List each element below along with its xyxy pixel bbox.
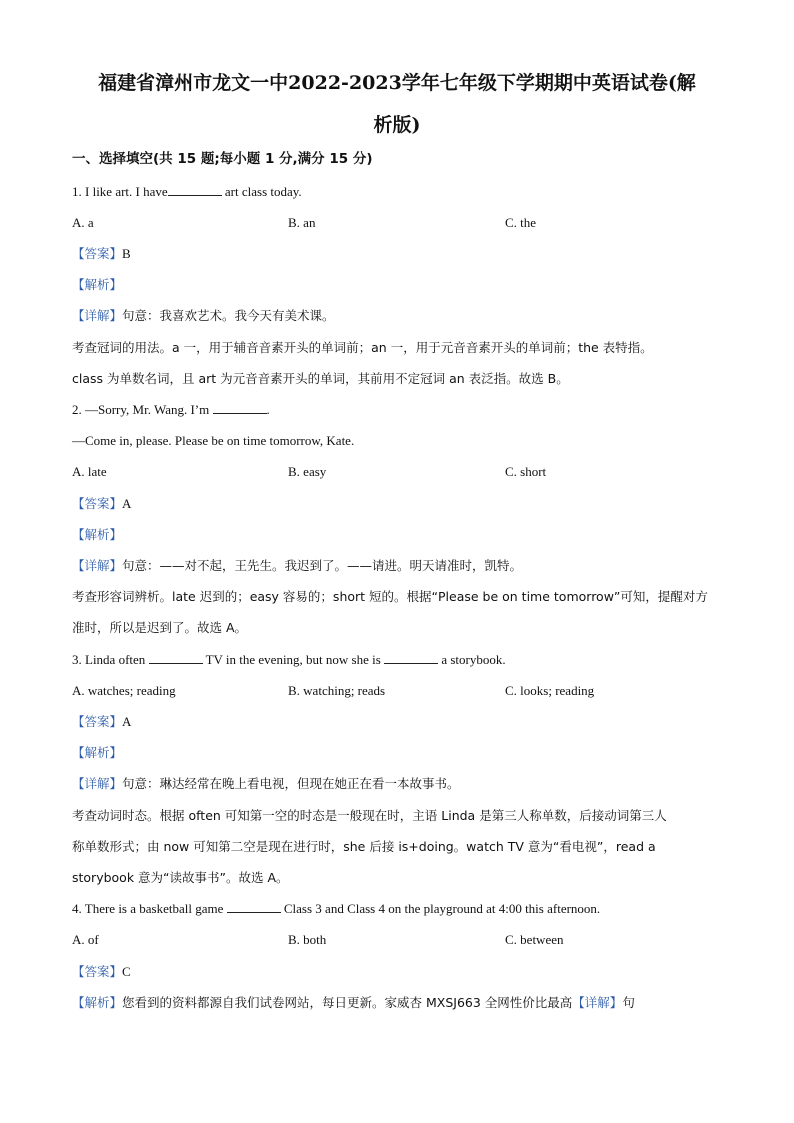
question-2-reply: —Come in, please. Please be on time tomorrow, Kate. (72, 433, 355, 448)
question-3-stem-end: a storybook. (441, 652, 506, 667)
question-3-option-b: B. watching; reads (288, 683, 386, 698)
answer-label: 【答案】 (72, 246, 123, 261)
question-4-option-b: B. both (288, 932, 327, 947)
question-3-explanation-3: storybook 意为“读故事书”。故选 A。 (72, 870, 289, 885)
question-3-option-a: A. watches; reading (72, 683, 176, 698)
question-4-analysis (72, 994, 635, 1012)
answer-value: A (122, 496, 132, 511)
detail-text: 句意：我喜欢艺术。我今天有美术课。 (122, 308, 335, 323)
question-3-option-c: C. looks; reading (505, 683, 595, 698)
answer-label: 【答案】 (72, 714, 123, 729)
answer-label: 【答案】 (72, 496, 123, 511)
question-2-blank (213, 401, 267, 414)
question-3-stem-middle: TV in the evening, but now she is (205, 652, 381, 667)
question-2-explanation-2: 准时，所以是迟到了。故选 A。 (72, 620, 248, 635)
question-4-answer (72, 963, 131, 981)
question-3-detail (72, 775, 460, 793)
question-4-option-c: C. between (505, 932, 564, 947)
question-3-stem (72, 651, 506, 669)
question-4-stem (72, 900, 600, 918)
question-1-explanation-2: class 为单数名词，且 art 为元音音素开头的单词，其前用不定冠词 an 表泛指。故选 B。 (72, 371, 569, 386)
question-1-stem-start: 1. I like art. I have (72, 184, 168, 199)
analysis-label: 【解析】 (72, 527, 123, 542)
answer-value: B (122, 246, 131, 261)
section-heading: 一、选择填空(共 15 题;每小题 1 分,满分 15 分) (72, 151, 373, 167)
question-4-option-a: A. of (72, 932, 99, 947)
question-4-blank (227, 900, 281, 913)
question-2-answer (72, 495, 131, 513)
detail-label: 【详解】 (72, 776, 123, 791)
question-2-analysis (72, 526, 122, 544)
analysis-text: 您看到的资料都源自我们试卷网站，每日更新。家威杏 MXSJ663 全网性价比最高 (122, 995, 573, 1010)
detail-text: 句意：——对不起，王先生。我迟到了。——请进。明天请准时，凯特。 (122, 558, 523, 573)
document-title-line-2: 析版) (373, 114, 421, 136)
question-3-blank-1 (149, 651, 203, 664)
question-2-stem (72, 401, 270, 419)
question-4-stem-end: Class 3 and Class 4 on the playground at 4:00 this afternoon. (283, 901, 601, 916)
question-1-detail (72, 307, 335, 325)
question-3-stem-start: 3. Linda often (72, 652, 146, 667)
question-2-option-b: B. easy (288, 464, 327, 479)
question-1-answer (72, 245, 131, 263)
question-2-option-a: A. late (72, 464, 107, 479)
analysis-label: 【解析】 (72, 995, 123, 1010)
question-3-analysis (72, 744, 122, 762)
detail-text: 句意：琳达经常在晚上看电视，但现在她正在看一本故事书。 (122, 776, 460, 791)
question-1-option-a: A. a (72, 215, 94, 230)
question-1-explanation-1: 考查冠词的用法。a 一，用于辅音音素开头的单词前；an 一，用于元音音素开头的单词前；the 表特指。 (72, 340, 653, 355)
question-1-option-c: C. the (505, 215, 537, 230)
question-1-stem (72, 183, 302, 201)
detail-text: 句 (622, 995, 635, 1010)
question-3-blank-2 (384, 651, 438, 664)
document-title-line-1: 福建省漳州市龙文一中2022-2023学年七年级下学期期中英语试卷(解 (98, 72, 696, 94)
question-2-stem-end: . (266, 402, 270, 417)
question-1-analysis (72, 276, 122, 294)
detail-label: 【详解】 (72, 308, 123, 323)
analysis-label: 【解析】 (72, 745, 123, 760)
answer-value: C (122, 964, 131, 979)
question-2-stem-start: 2. —Sorry, Mr. Wang. I’m (72, 402, 210, 417)
question-1-option-b: B. an (288, 215, 316, 230)
answer-label: 【答案】 (72, 964, 123, 979)
question-1-stem-end: art class today. (224, 184, 302, 199)
analysis-label: 【解析】 (72, 277, 123, 292)
question-3-explanation-1: 考查动词时态。根据 often 可知第一空的时态是一般现在时，主语 Linda 是第三人称单数，后接动词第三人 (72, 808, 667, 823)
detail-label: 【详解】 (572, 995, 623, 1010)
question-2-detail (72, 557, 522, 575)
question-2-explanation-1: 考查形容词辨析。late 迟到的；easy 容易的；short 短的。根据“Please be on time tomorrow”可知，提醒对方 (72, 589, 708, 604)
detail-label: 【详解】 (72, 558, 123, 573)
question-1-blank (168, 183, 222, 196)
question-3-answer (72, 713, 131, 731)
question-2-option-c: C. short (505, 464, 547, 479)
question-3-explanation-2: 称单数形式；由 now 可知第二空是现在进行时，she 后接 is+doing。watch TV 意为“看电视”，read a (72, 839, 656, 854)
answer-value: A (122, 714, 132, 729)
question-4-stem-start: 4. There is a basketball game (72, 901, 224, 916)
